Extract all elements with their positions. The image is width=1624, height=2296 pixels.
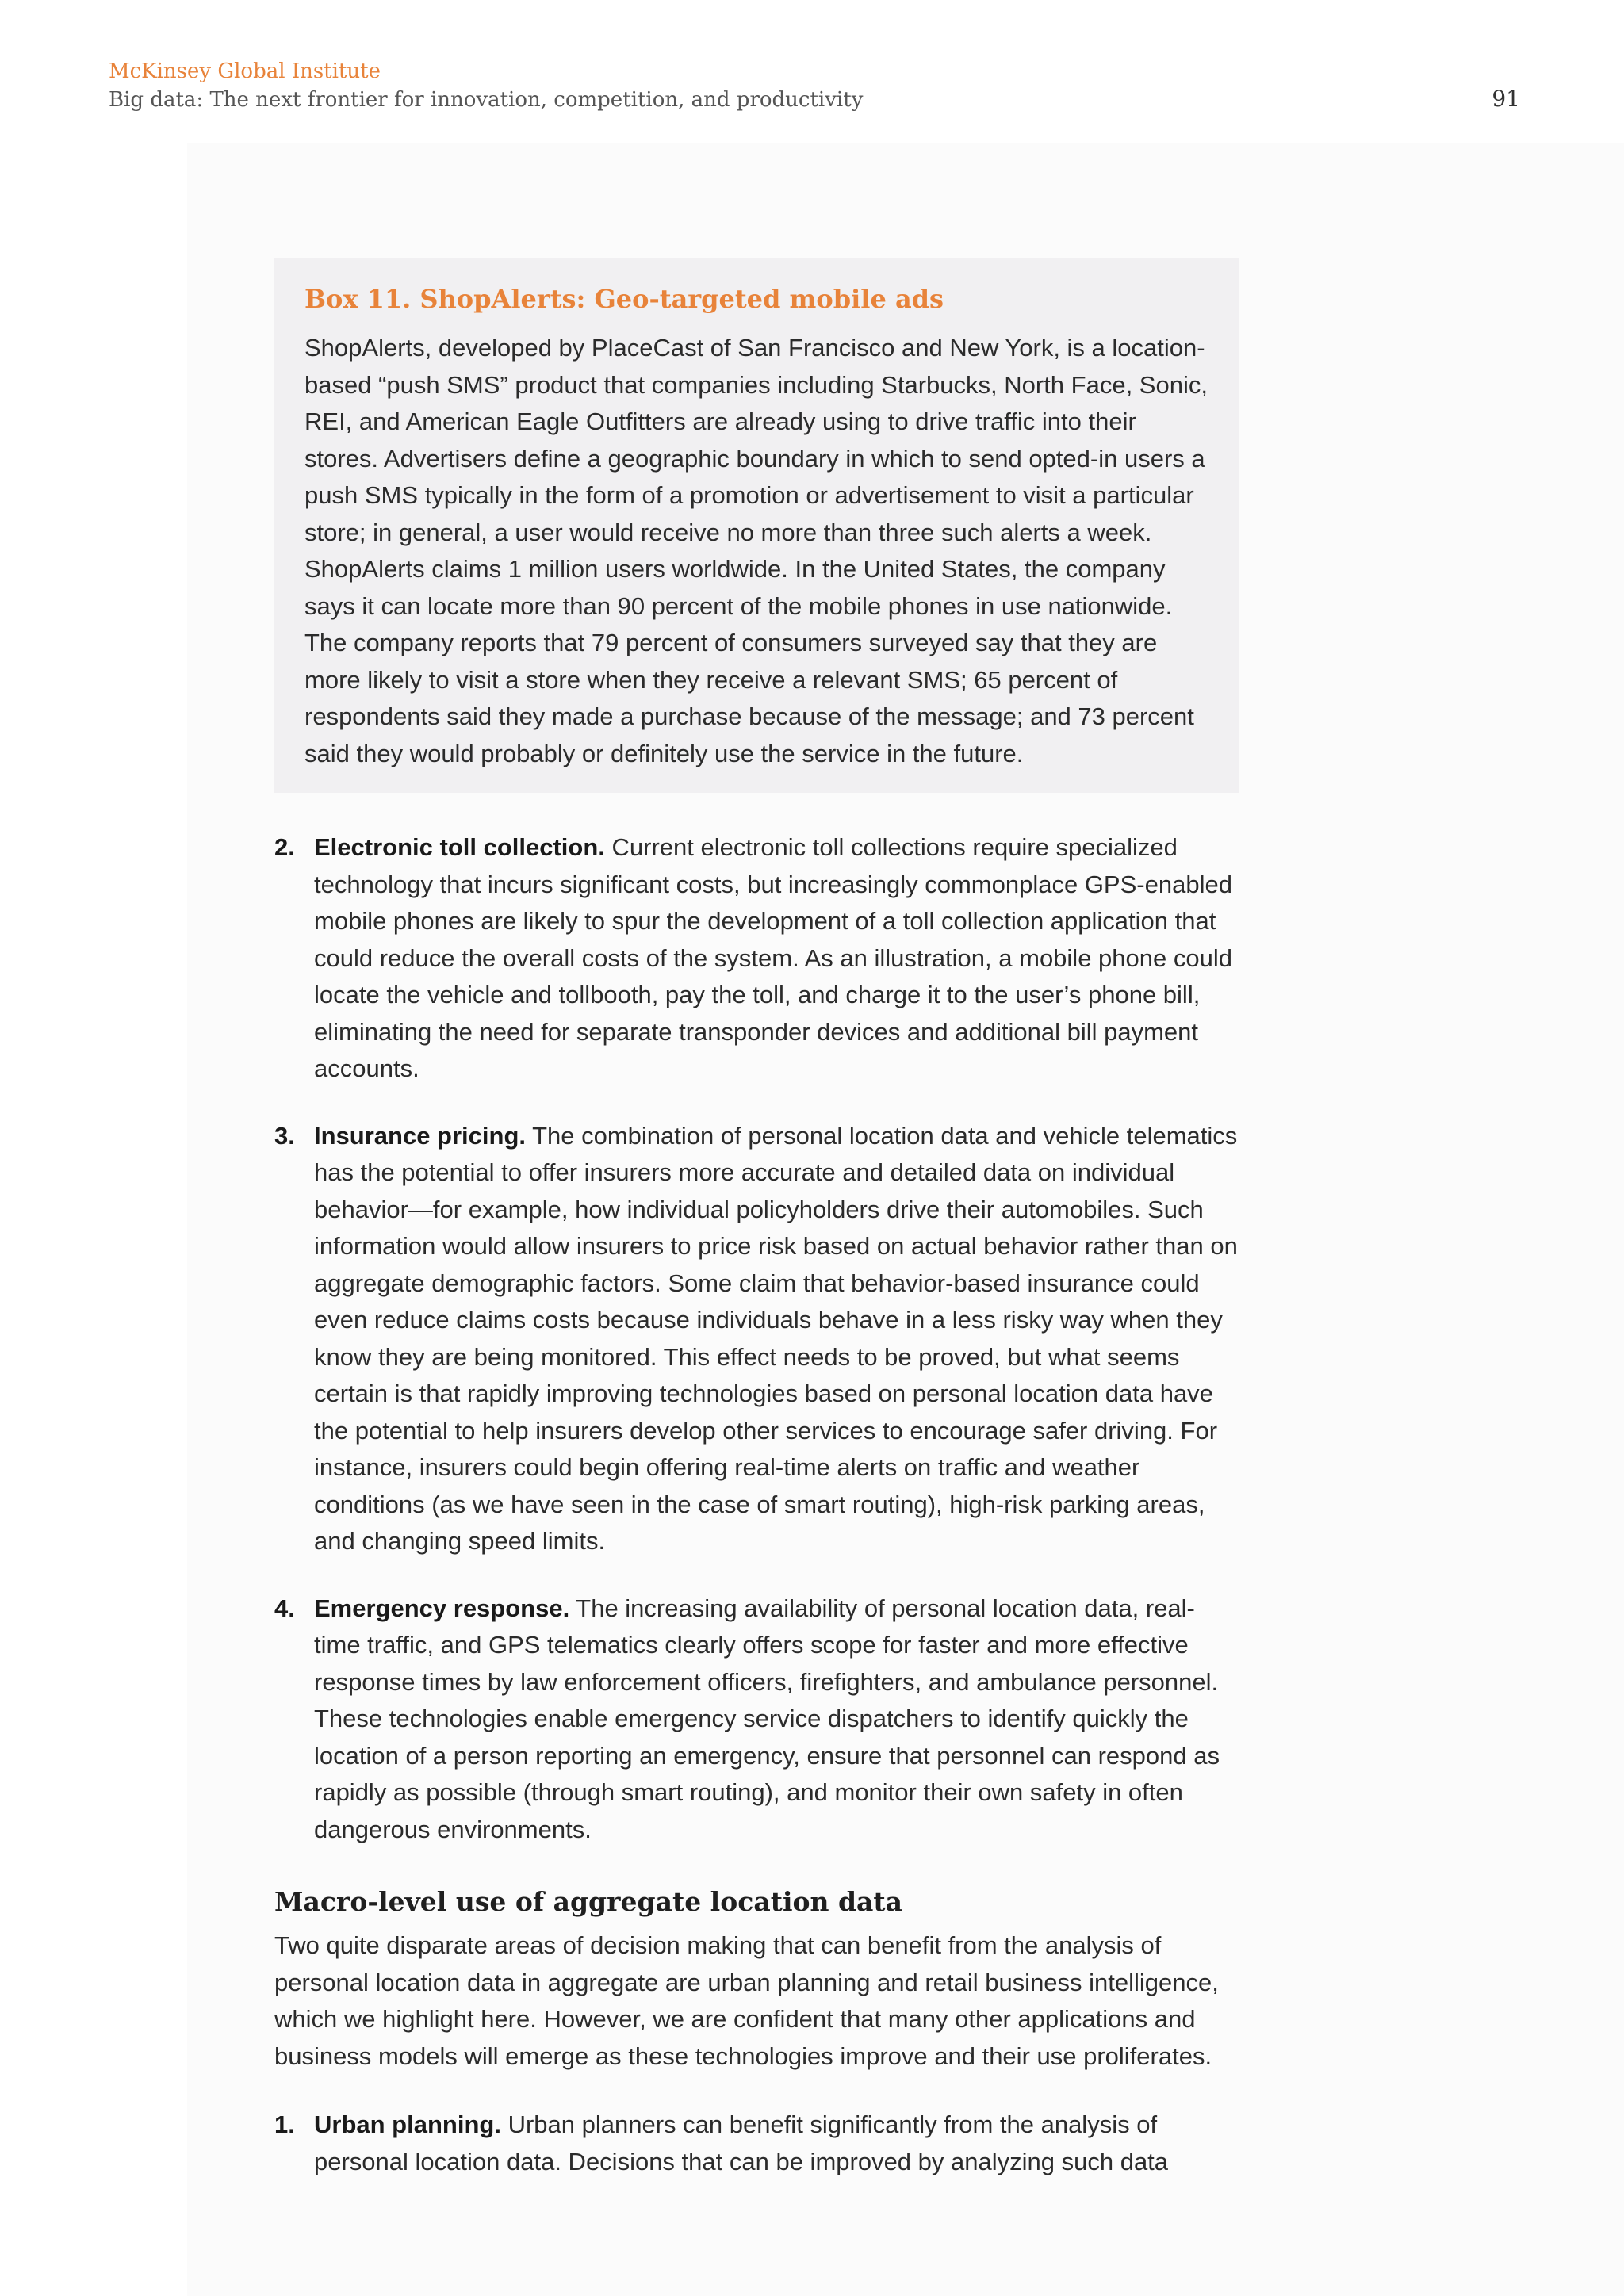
box-body: ShopAlerts, developed by PlaceCast of San Francisco and New York, is a location-based “push SMS” product that companies including Starbucks, North Face, Sonic, REI, and American Eagle Outfitters are already using to drive traffic into their stores. Advertisers define a geographic boundary in which to send opted-in users a push SMS typically in the form of a promotion or advertisement to visit a particular store; in general, a user would receive no more than three such alerts a week. ShopAlerts claims 1 million users worldwide. In the United States, the company says it can locate more than 90 percent of the mobile phones in use nationwide. The company reports that 79 percent of consumers surveyed say that they are more likely to visit a store when they receive a relevant SMS; 65 percent of respondents said they made a purchase because of the message; and 73 percent said they would probably or definitely use the service in the future.	[304, 334, 1208, 767]
section-body: Two quite disparate areas of decision making that can benefit from the analysis of personal location data in aggregate are urban planning and retail business intelligence, which we highlight here. However, we are confident that many other applications and business models will emerge as these technologies improve and their use proliferates.	[274, 1931, 1219, 2070]
list-item-number: 4.	[274, 1594, 295, 1622]
page-number: 91	[1492, 86, 1520, 112]
publisher-name: McKinsey Global Institute	[109, 59, 381, 83]
running-header	[109, 57, 1520, 114]
list-item-text: Current electronic toll collections require specialized technology that incurs significant costs, but increasingly commonplace GPS-enabled mobile phones are likely to spur the development of a toll collection application that could reduce the overall costs of the system. As an illustration, a mobile phone could locate the vehicle and tollbooth, pay the toll, and charge it to the user’s phone bill, eliminating the need for separate transponder devices and additional bill payment accounts.	[314, 833, 1232, 1082]
list-item-number: 1.	[274, 2110, 295, 2138]
list-item-text: Urban planners can benefit significantly from the analysis of personal location data. Decisions that can be improved by analyzing such data	[314, 2110, 1169, 2175]
list-item-text: The increasing availability of personal location data, real-time traffic, and GPS telematics clearly offers scope for faster and more effective response times by law enforcement officers, firefighters, and ambulance personnel. These technologies enable emergency service dispatchers to identify quickly the location of a person reporting an emergency, ensure that personnel can respond as rapidly as possible (through smart routing), and monitor their own safety in often dangerous environments.	[314, 1594, 1220, 1843]
list-item	[274, 1590, 1239, 1849]
box-title: Box 11. ShopAlerts: Geo-targeted mobile ads	[304, 284, 944, 314]
numbered-list	[274, 829, 1239, 1848]
list-item	[274, 1118, 1239, 1560]
list-item-number: 3.	[274, 1121, 295, 1150]
list-item-lead: Electronic toll collection.	[314, 833, 605, 861]
list-item	[274, 829, 1239, 1088]
list-item-lead: Emergency response.	[314, 1594, 570, 1622]
list-item	[274, 2107, 1239, 2180]
list-item-number: 2.	[274, 833, 295, 861]
report-title: Big data: The next frontier for innovation, competition, and productivity	[109, 88, 864, 112]
sidebar-box	[274, 258, 1239, 793]
main-content	[274, 258, 1239, 2180]
numbered-list-continued	[274, 2107, 1239, 2180]
list-item-lead: Urban planning.	[314, 2110, 501, 2138]
section-heading: Macro-level use of aggregate location data	[274, 1886, 903, 1917]
list-item-text: The combination of personal location data and vehicle telematics has the potential to offer insurers more accurate and detailed data on individual behavior—for example, how individual policyholders drive their automobiles. Such information would allow insurers to price risk based on actual behavior rather than on aggregate demographic factors. Some claim that behavior-based insurance could even reduce claims costs because individuals behave in a less risky way when they know they are being monitored. This effect needs to be proved, but what seems certain is that rapidly improving technologies based on personal location data have the potential to help insurers develop other services to encourage safer driving. For instance, insurers could begin offering real-time alerts on traffic and weather conditions (as we have seen in the case of smart routing), high-risk parking areas, and changing speed limits.	[314, 1121, 1238, 1555]
list-item-lead: Insurance pricing.	[314, 1121, 527, 1150]
